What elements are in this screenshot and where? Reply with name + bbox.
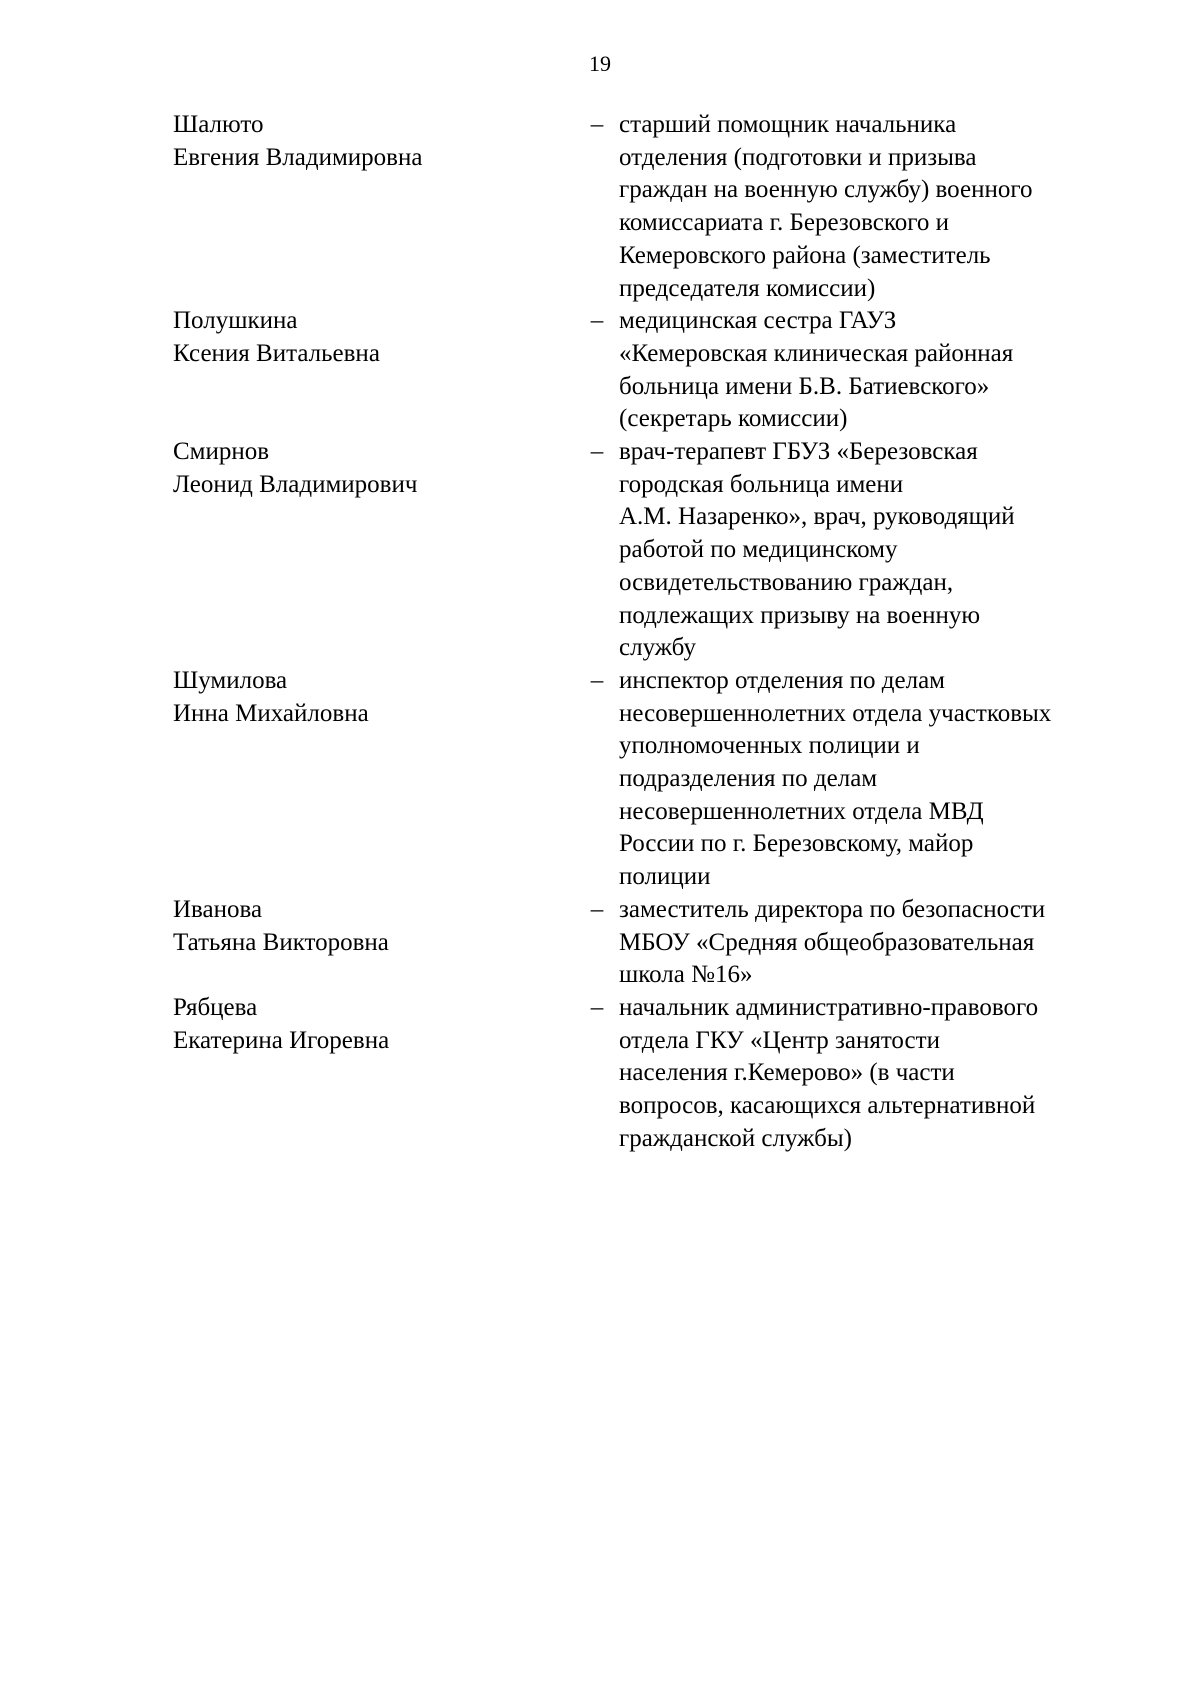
member-role-line: населения г.Кемерово» (в части [619, 1059, 955, 1087]
member-role-line: отделения (подготовки и призыва [619, 143, 977, 171]
member-role-line: несовершеннолетних отдела МВД [619, 797, 984, 825]
dash-separator: – [590, 111, 604, 138]
member-role-line: начальник административно-правового [619, 993, 1039, 1021]
member-entry [173, 992, 1123, 1156]
member-role-line: России по г. Березовскому, майор [619, 830, 974, 858]
member-role-line: председателя комиссии) [619, 274, 876, 302]
member-role-line: службу [619, 634, 696, 662]
member-role-line: граждан на военную службу) военного [619, 176, 1033, 204]
member-given-names: Евгения Владимировна [173, 143, 423, 171]
member-role-line: «Кемеровская клиническая районная [619, 339, 1014, 367]
member-role-line: больница имени Б.В. Батиевского» [619, 372, 990, 400]
member-role [619, 109, 1099, 305]
member-role-line: освидетельствованию граждан, [619, 568, 954, 596]
member-role-line: заместитель директора по безопасности [619, 895, 1046, 923]
member-role-line: полиции [619, 863, 711, 891]
member-name [173, 894, 575, 959]
member-role-line: МБОУ «Средняя общеобразовательная [619, 928, 1035, 956]
member-role-line: отдела ГКУ «Центр занятости [619, 1026, 940, 1054]
member-name [173, 992, 575, 1057]
member-role [619, 665, 1099, 894]
member-role [619, 436, 1099, 665]
member-surname: Смирнов [173, 438, 270, 466]
member-entry [173, 305, 1123, 436]
member-role-line: вопросов, касающихся альтернативной [619, 1092, 1036, 1120]
member-given-names: Татьяна Викторовна [173, 928, 389, 956]
member-entry [173, 665, 1123, 894]
dash-separator: – [590, 666, 604, 694]
member-role-line: комиссариата г. Березовского и [619, 209, 950, 237]
member-name [173, 109, 575, 174]
member-role-line: инспектор отделения по делам [619, 666, 945, 694]
member-role [619, 992, 1099, 1156]
member-role-line: несовершеннолетних отдела участковых [619, 699, 1052, 727]
member-role-line: старший помощник начальника [619, 111, 957, 138]
member-entry [173, 436, 1123, 665]
member-given-names: Инна Михайловна [173, 699, 369, 727]
member-given-names: Леонид Владимирович [173, 470, 418, 498]
member-entry [173, 894, 1123, 992]
member-role [619, 894, 1099, 992]
member-surname: Шалюто [173, 111, 264, 138]
member-role-line: Кемеровского района (заместитель [619, 241, 991, 269]
member-surname: Рябцева [173, 993, 258, 1021]
dash-separator: – [590, 307, 604, 335]
member-role-line: подразделения по делам [619, 765, 878, 793]
member-surname: Полушкина [173, 307, 298, 335]
member-role-line: уполномоченных полиции и [619, 732, 920, 760]
members-list [173, 109, 1123, 1156]
member-role-line: работой по медицинскому [619, 536, 898, 564]
member-role-line: медицинская сестра ГАУЗ [619, 307, 897, 335]
member-role-line: врач-терапевт ГБУЗ «Березовская [619, 438, 978, 466]
member-role-line: школа №16» [619, 961, 753, 989]
dash-separator: – [590, 438, 604, 466]
member-role [619, 305, 1099, 436]
member-given-names: Ксения Витальевна [173, 339, 380, 367]
member-surname: Иванова [173, 895, 263, 923]
member-role-line: гражданской службы) [619, 1124, 852, 1152]
member-name [173, 436, 575, 501]
dash-separator: – [590, 993, 604, 1021]
member-surname: Шумилова [173, 666, 288, 694]
member-role-line: (секретарь комиссии) [619, 405, 848, 433]
dash-separator: – [590, 895, 604, 923]
member-name [173, 665, 575, 730]
member-role-line: подлежащих призыву на военную [619, 601, 981, 629]
member-name [173, 305, 575, 370]
member-entry [173, 109, 1123, 305]
member-role-line: А.М. Назаренко», врач, руководящий [619, 503, 1015, 531]
member-given-names: Екатерина Игоревна [173, 1026, 390, 1054]
page-number: 19 [589, 51, 611, 76]
member-role-line: городская больница имени [619, 470, 904, 498]
